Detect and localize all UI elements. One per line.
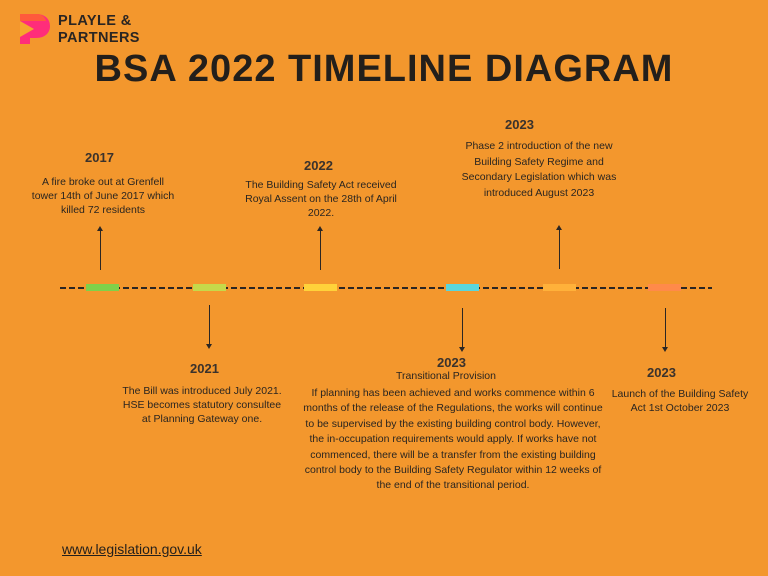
arrow-down-icon (462, 308, 463, 348)
event-year-2022: 2022 (304, 158, 333, 173)
arrow-up-icon (320, 230, 321, 270)
page-title: BSA 2022 TIMELINE DIAGRAM (94, 48, 674, 90)
event-year-2023-launch: 2023 (647, 365, 676, 380)
event-year-2023-transitional: 2023 (437, 355, 466, 370)
timeline-segment-2021 (193, 284, 226, 291)
arrow-up-icon (559, 229, 560, 269)
timeline-segment-2017 (86, 284, 119, 291)
logo-text-line2: PARTNERS (58, 30, 140, 46)
event-text-2021: The Bill was introduced July 2021. HSE becomes statutory consultee at Planning Gateway one. (122, 385, 282, 425)
event-text-2017: A fire broke out at Grenfell tower 14th of June 2017 which killed 72 residents (31, 176, 175, 216)
arrow-down-icon (209, 305, 210, 345)
timeline-segment-2023-launch (648, 284, 681, 291)
event-subtitle-transitional: Transitional Provision (396, 370, 496, 382)
event-text-2023-transitional: If planning has been achieved and works commence within 6 months of the release of the Regulations, the works will continue to be supervised by the existing building control body. However, the in-occupation requirements would apply. If works have not commenced, there will be a transfer from the existing building control body to the Building Safety Regulator within 12 weeks of the end of the transitional period. (303, 387, 603, 492)
timeline-segment-2022 (304, 284, 337, 291)
logo-mark-icon (18, 12, 52, 46)
company-logo (18, 12, 158, 48)
timeline-segment-2023-transitional (446, 284, 479, 291)
event-year-2017: 2017 (85, 150, 114, 165)
arrow-up-icon (100, 230, 101, 270)
event-year-2021: 2021 (190, 361, 219, 376)
event-text-2022: The Building Safety Act received Royal Assent on the 28th of April 2022. (245, 179, 397, 219)
arrow-down-icon (665, 308, 666, 348)
timeline-segment-2023-phase2 (543, 284, 576, 291)
event-text-2023-phase2: Phase 2 introduction of the new Building Safety Regime and Secondary Legislation which was introduced August 2023 (461, 140, 617, 199)
source-link[interactable]: www.legislation.gov.uk (62, 541, 202, 557)
timeline-line (60, 287, 712, 289)
event-year-2023-phase2: 2023 (505, 117, 534, 132)
logo-text-line1: PLAYLE & (58, 13, 132, 29)
event-text-2023-launch: Launch of the Building Safety Act 1st October 2023 (611, 388, 749, 414)
